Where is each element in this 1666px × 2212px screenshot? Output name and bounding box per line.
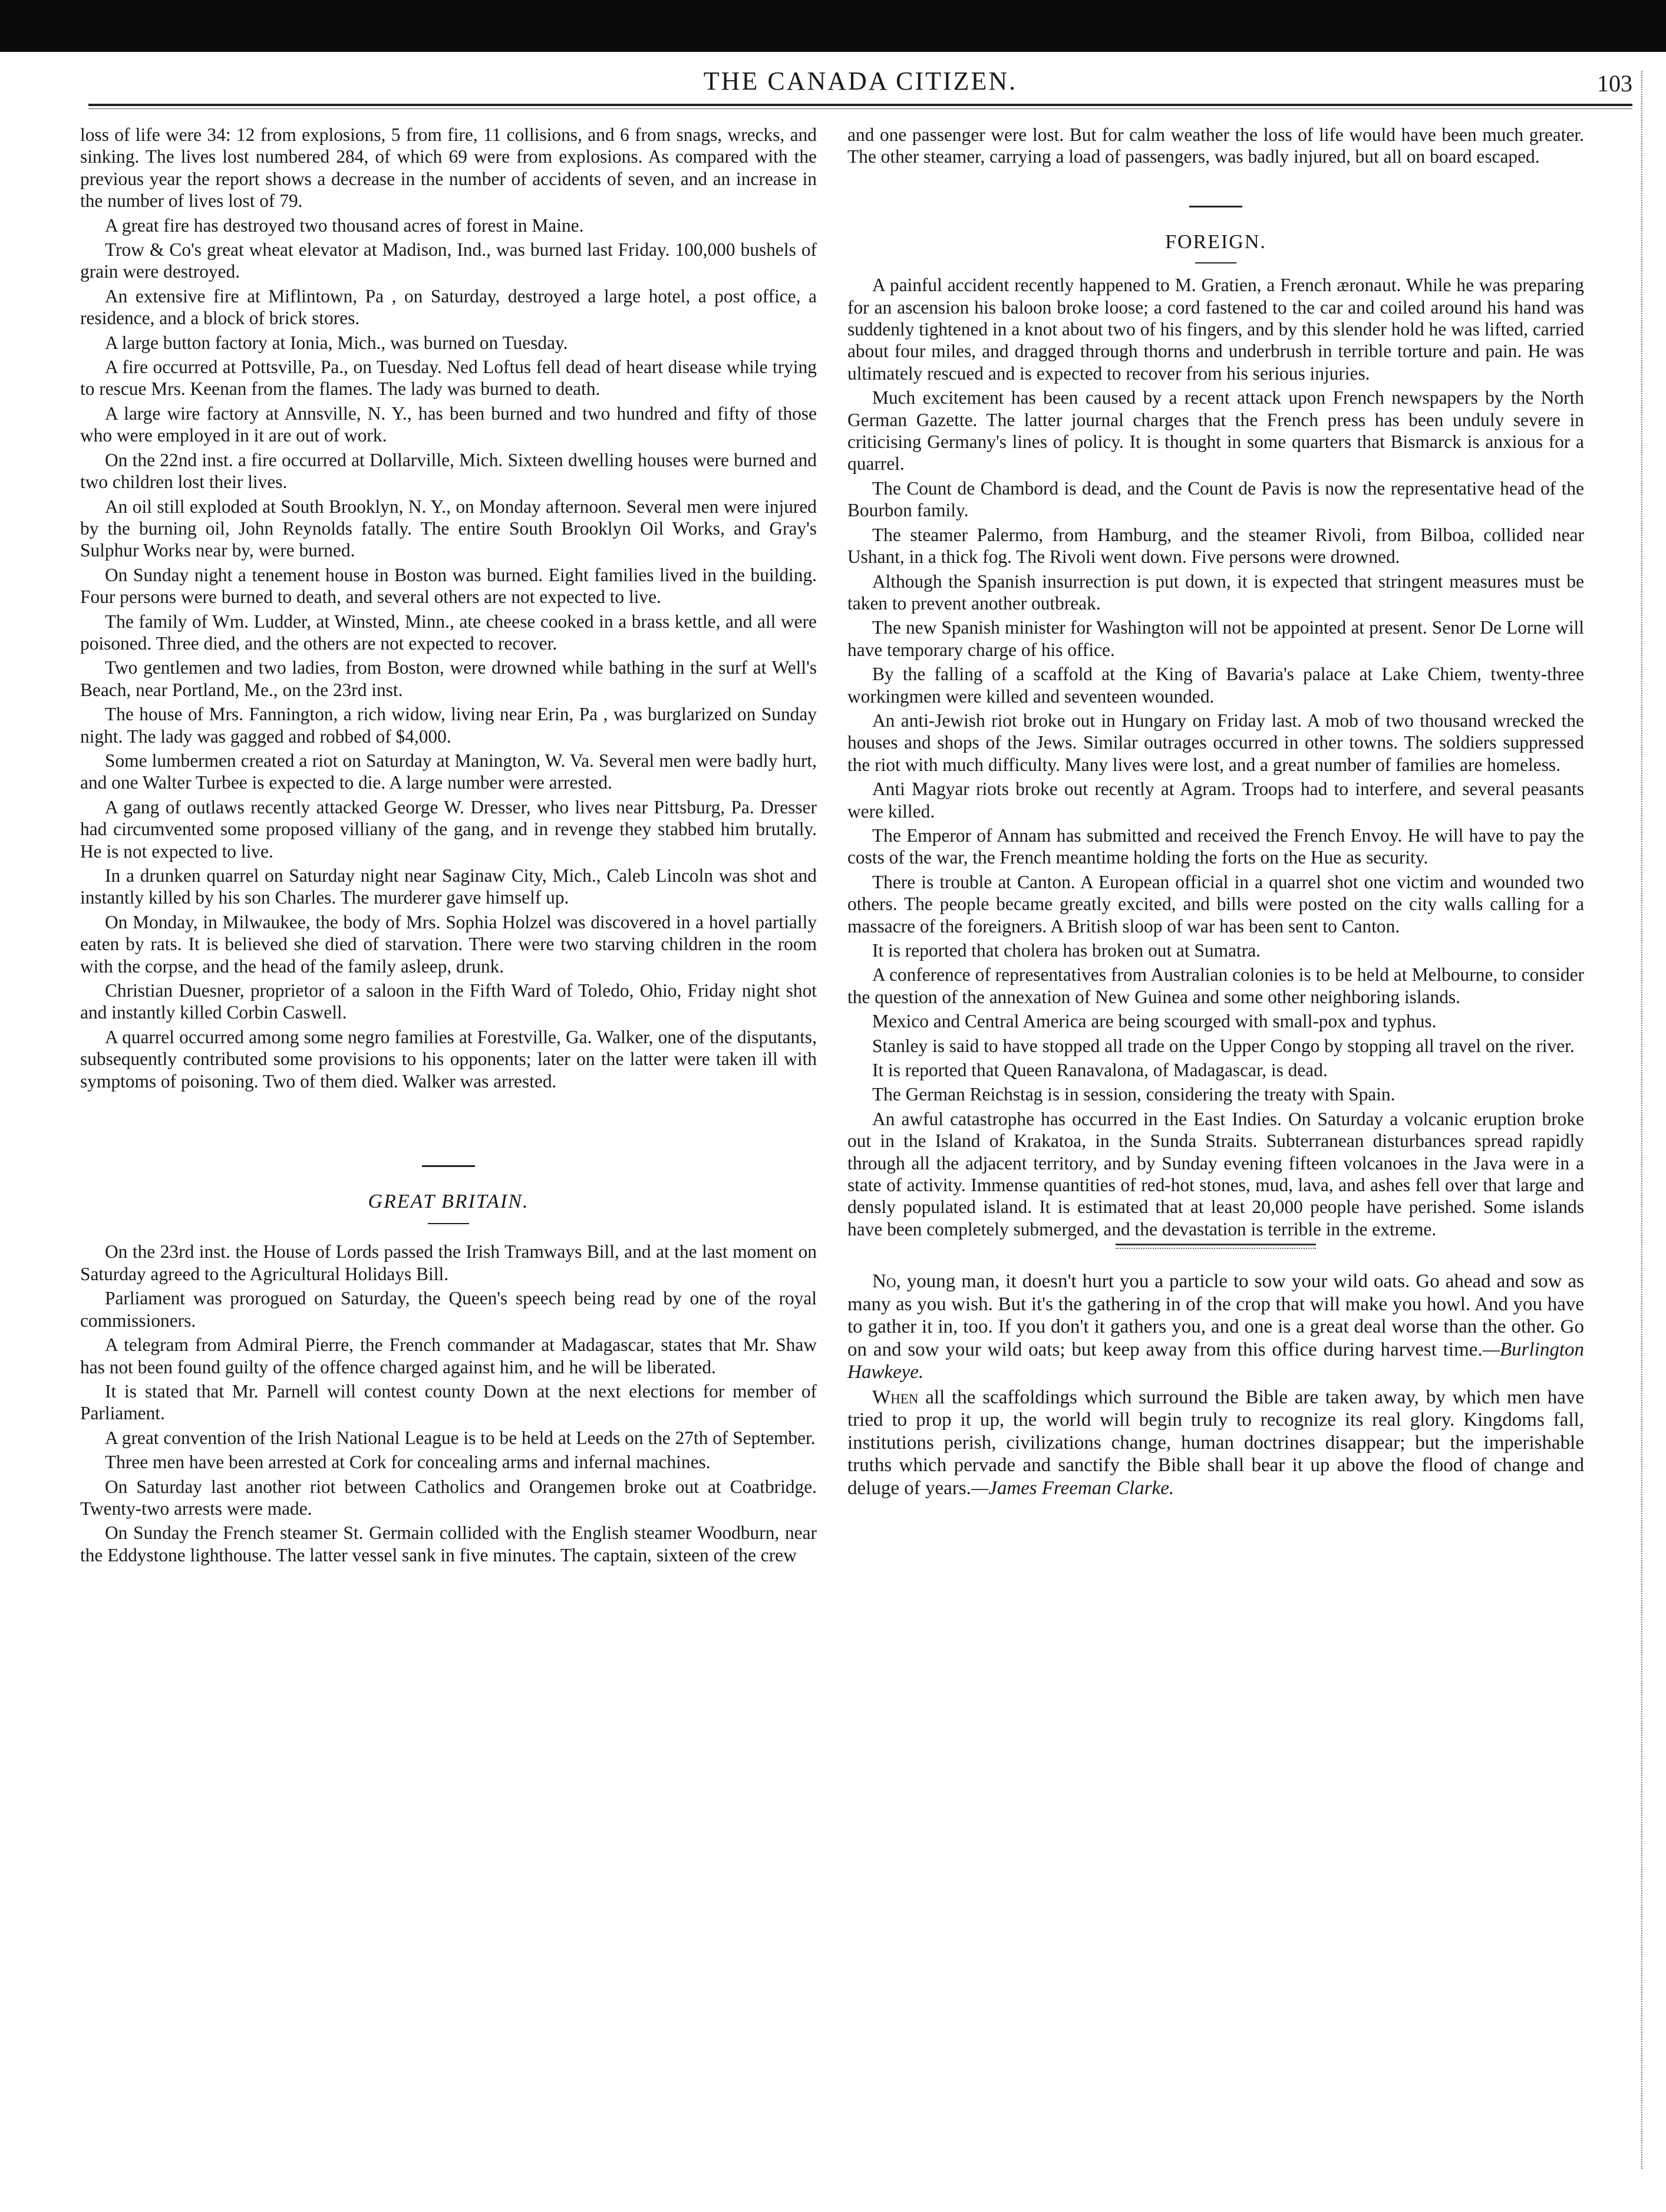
news-paragraph: loss of life were 34: 12 from explosions, 5 from fire, 11 collisions, and 6 from snags, wrecks, and sinking. The lives lost numbered 284, of which 69 were from explosions. As compared with the previous year the report shows a decrease in the number of accidents of seven, and an increase in the number of lives lost of 79. [80,124,817,212]
news-paragraph: In a drunken quarrel on Saturday night near Saginaw City, Mich., Caleb Lincoln was shot and instantly killed by his son Charles. The murderer gave himself up. [80,865,817,908]
news-paragraph: The Emperor of Annam has submitted and received the French Envoy. He will have to pay the costs of the war, the French meantime holding the forts on the Hue as security. [847,825,1584,868]
news-paragraph: An extensive fire at Miflintown, Pa , on Saturday, destroyed a large hotel, a post office, a residence, and a block of brick stores. [80,285,817,329]
news-paragraph: Although the Spanish insurrection is put down, it is expected that stringent measures must be taken to prevent another outbreak. [847,571,1584,614]
quote-credit: —James Freeman Clarke. [971,1477,1175,1499]
newspaper-title: THE CANADA CITIZEN. [703,67,1018,95]
quote-paragraph [847,1386,1584,1500]
news-paragraph: Trow & Co's great wheat elevator at Madison, Ind., was burned last Friday. 100,000 bushels of grain were destroyed. [80,239,817,282]
news-paragraph: A quarrel occurred among some negro families at Forestville, Ga. Walker, one of the disputants, subsequently contributed some provisions to his opponents; later on the latter were taken ill with symptoms of poisoning. Two of them died. Walker was arrested. [80,1026,817,1092]
news-paragraph: On Saturday last another riot between Catholics and Orangemen broke out at Coatbridge. Twenty-two arrests were made. [80,1476,817,1519]
news-paragraph: Two gentlemen and two ladies, from Boston, were drowned while bathing in the surf at Well's Beach, near Portland, Me., on the 23rd inst. [80,657,817,700]
news-paragraph: An awful catastrophe has occurred in the East Indies. On Saturday a volcanic eruption broke out in the Island of Krakatoa, in the Sunda Straits. Subterranean disturbances spread rapidly through all the adjacent territory, and by Sunday evening fifteen volcanoes in the Java were in a state of activity. Immense quantities of red-hot stones, mud, lava, and ashes fell over that large and densly populated island. It is estimated that at least 20,000 people have perished. Some islands have been completely submerged, and the devastation is terrible in the extreme. [847,1108,1584,1239]
header-rule [88,104,1632,106]
divider-rule [1116,1244,1316,1249]
news-paragraph: A painful accident recently happened to M. Gratien, a French æronaut. While he was preparing for an ascension his baloon broke loose; a cord fastened to the car and coiled around his hand was suddenly tightened in a knot about two of his fingers, and by this slender hold he was lifted, carried about four miles, and dragged through thorns and underbrush in terrible torture and pain. He was ultimately rescued and is expected to recover from his serious injuries. [847,275,1584,384]
section-heading-great-britain: GREAT BRITAIN. [368,1191,529,1213]
news-paragraph: A conference of representatives from Australian colonies is to be held at Melbourne, to consider the question of the annexation of New Guinea and some other neighboring islands. [847,964,1584,1007]
news-paragraph: and one passenger were lost. But for calm weather the loss of life would have been much greater. The other steamer, carrying a load of passengers, was badly injured, but all on board escaped. [847,124,1584,167]
news-paragraph: Christian Duesner, proprietor of a saloon in the Fifth Ward of Toledo, Ohio, Friday night shot and instantly killed Corbin Caswell. [80,980,817,1023]
news-paragraph: A telegram from Admiral Pierre, the French commander at Madagascar, states that Mr. Shaw has not been found guilty of the offence charged against him, and he will be liberated. [80,1334,817,1377]
section-heading-foreign: FOREIGN. [1165,230,1266,253]
news-paragraph: The steamer Palermo, from Hamburg, and the steamer Rivoli, from Bilboa, collided near Ushant, in a thick fog. The Rivoli went down. Five persons were drowned. [847,524,1584,568]
news-paragraph: On the 23rd inst. the House of Lords passed the Irish Tramways Bill, and at the last moment on Saturday agreed to the Agricultural Holidays Bill. [80,1241,817,1284]
quote-text: all the scaffoldings which surround the Bible are taken away, by which men have tried to prop it up, the world will begin truly to recognize its real glory. Kingdoms fall, institutions perish, civilizations change, human doctrines disappear; but the imperishable truths which pervade and sanctify the Bible shall bear it up above the flood of change and deluge of years. [847,1386,1584,1499]
news-paragraph: Mexico and Central America are being scourged with small-pox and typhus. [872,1011,1437,1032]
news-paragraph: The Count de Chambord is dead, and the Count de Pavis is now the representative head of the Bourbon family. [847,477,1584,521]
masthead [88,66,1632,101]
news-paragraph: An anti-Jewish riot broke out in Hungary on Friday last. A mob of two thousand wrecked the houses and shops of the Jews. Similar outrages occurred in other towns. The soldiers suppressed the riot with much difficulty. Many lives were lost, and a great number of families are homeless. [847,710,1584,775]
news-paragraph: An oil still exploded at South Brooklyn, N. Y., on Monday afternoon. Several men were injured by the burning oil, John Reynolds fatally. The entire South Brooklyn Oil Works, and Gray's Sulphur Works near by, were burned. [80,496,817,561]
header-rule-thin [88,108,1632,109]
page-number: 103 [1597,70,1632,97]
quote-lead-word: When [872,1386,919,1408]
news-paragraph: A gang of outlaws recently attacked George W. Dresser, who lives near Pittsburg, Pa. Dresser had circumvented some proposed villiany of the gang, and in revenge they stabbed him brutally. He is not expected to live. [80,796,817,862]
news-paragraph: Parliament was prorogued on Saturday, the Queen's speech being read by one of the royal commissioners. [80,1288,817,1331]
news-paragraph: It is reported that cholera has broken out at Sumatra. [872,940,1261,961]
news-paragraph: It is reported that Queen Ranavalona, of Madagascar, is dead. [872,1060,1328,1081]
scan-top-border [0,0,1666,52]
news-paragraph: There is trouble at Canton. A European official in a quarrel shot one victim and wounded two others. The people became greatly excited, and bills were posted on the city walls calling for a massacre of the foreigners. A British sloop of war has been sent to Canton. [847,871,1584,937]
news-paragraph: Stanley is said to have stopped all trade on the Upper Congo by stopping all travel on the river. [872,1035,1575,1056]
news-paragraph: On Sunday the French steamer St. Germain collided with the English steamer Woodburn, near the Eddystone lighthouse. The latter vessel sank in five minutes. The captain, sixteen of the crew [80,1522,817,1565]
news-paragraph: Some lumbermen created a riot on Saturday at Manington, W. Va. Several men were badly hurt, and one Walter Turbee is expected to die. A large number were arrested. [80,750,817,793]
news-paragraph: A great fire has destroyed two thousand acres of forest in Maine. [105,215,584,236]
left-column [80,124,817,1568]
news-paragraph: A large button factory at Ionia, Mich., was burned on Tuesday. [105,332,568,353]
news-paragraph: A fire occurred at Pottsville, Pa., on Tuesday. Ned Loftus fell dead of heart disease while trying to rescue Mrs. Keenan from the flames. The lady was burned to death. [80,357,817,400]
news-paragraph: By the falling of a scaffold at the King of Bavaria's palace at Lake Chiem, twenty-three workingmen were killed and seventeen wounded. [847,664,1584,707]
quote-lead-word: No, [872,1271,901,1293]
quote-text: young man, it doesn't hurt you a particle to sow your wild oats. Go ahead and sow as many as you wish. But it's the gathering in of the crop that will make you howl. And you have to gather it in, too. If you don't it gathers you, and one is a great deal worse than the other. Go on and sow your wild oats; but keep away from this office during harvest time. [847,1271,1584,1360]
news-paragraph: The new Spanish minister for Washington will not be appointed at present. Senor De Lorne will have temporary charge of his office. [847,617,1584,660]
news-paragraph: The house of Mrs. Fannington, a rich widow, living near Erin, Pa , was burglarized on Sunday night. The lady was gagged and robbed of $4,000. [80,704,817,747]
news-paragraph: On Monday, in Milwaukee, the body of Mrs. Sophia Holzel was discovered in a hovel partially eaten by rats. It is believed she died of starvation. There were two starving children in the room with the corpse, and the head of the family asleep, drunk. [80,911,817,977]
news-paragraph: On the 22nd inst. a fire occurred at Dollarville, Mich. Sixteen dwelling houses were burned and two children lost their lives. [80,449,817,493]
news-paragraph: The German Reichstag is in session, considering the treaty with Spain. [872,1084,1396,1105]
news-paragraph: A large wire factory at Annsville, N. Y., has been burned and two hundred and fifty of those who were employed in it are out of work. [80,403,817,446]
news-paragraph: On Sunday night a tenement house in Boston was burned. Eight families lived in the building. Four persons were burned to death, and several others are not expected to live. [80,564,817,608]
news-paragraph: The family of Wm. Ludder, at Winsted, Minn., ate cheese cooked in a brass kettle, and all were poisoned. Three died, and the others are not expected to recover. [80,611,817,654]
news-paragraph: Three men have been arrested at Cork for concealing arms and infernal machines. [105,1452,711,1473]
news-paragraph: Anti Magyar riots broke out recently at Agram. Troops had to interfere, and several peasants were killed. [847,779,1584,822]
news-paragraph: It is stated that Mr. Parnell will contest county Down at the next elections for member of Parliament. [80,1380,817,1424]
right-column [847,124,1584,1502]
quote-paragraph [847,1270,1584,1384]
quote-credit: —Burlington Hawkeye. [847,1339,1584,1383]
scan-edge-line [1640,71,1642,2169]
news-paragraph: A great convention of the Irish National League is to be held at Leeds on the 27th of September. [105,1427,816,1448]
news-paragraph: Much excitement has been caused by a recent attack upon French newspapers by the North German Gazette. The latter journal charges that the French press has been unduly severe in criticising Germany's lines of policy. It is thought in some quarters that Bismarck is anxious for a quarrel. [847,387,1584,474]
